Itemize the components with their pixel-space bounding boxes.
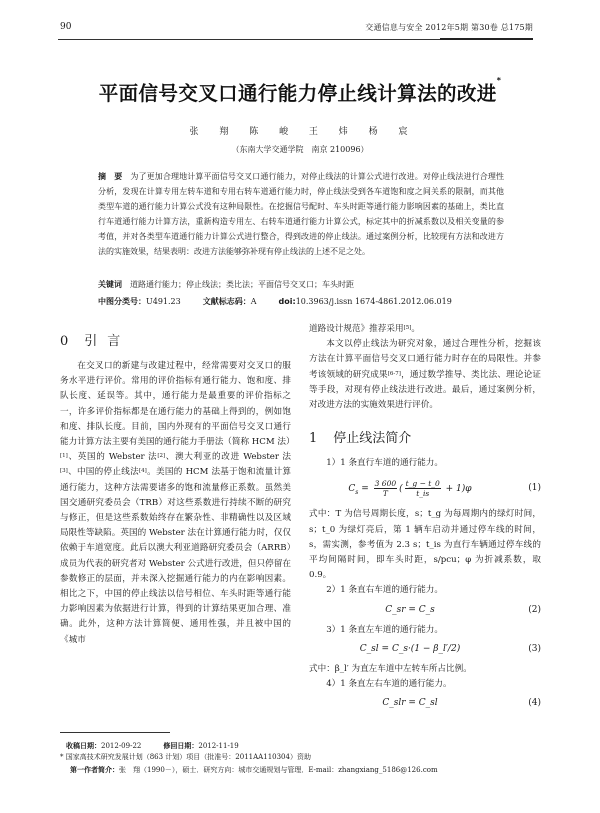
denominator: T: [382, 488, 388, 498]
equation-number: (2): [528, 604, 541, 615]
abstract-text: 为了更加合理地计算平面信号交叉口通行能力，对停止线法的计算公式进行改进。对停止线法进行合理性分析，发现在计算专用左转车道和专用右转车道通行能力时，停止线法受到各车道饱和度之间关系的限制，而其他类型车道的通行能力计算公式没有这种局限性。在挖掘信号配时、车头时距等通行能力影响因素的基础上，类比直行车道通行能力计算方法，重新构造专用左、右转车道通行能力计算公式，标定其中的折减系数以及相关变量的参考值，并对各类型车道通行能力计算公式进行整合，得到改进的停止线法。通过案例分析，比较现有方法和改进方法的实施效果，结果表明：改进方法能够弥补现有停止线法的上述不足之处。: [98, 172, 504, 257]
list-item: 4）1 条直左右车道的通行能力。: [326, 679, 452, 690]
footnote-funding: * 国家高技术研究发展计划（863 计划）项目（批准号：2011AA110304）资助: [60, 753, 311, 761]
section-number: 1: [309, 431, 318, 447]
denominator: t_is: [416, 488, 430, 498]
list-item: 2）1 条直右车道的通行能力。: [326, 585, 443, 596]
equation-number: (3): [528, 643, 541, 654]
fraction: [374, 479, 397, 498]
text-run: ，通过数学推导、类比法、理论论证等手段，对现有停止线法进行改进。最后，通过案例分析，对改进方法的实施效果进行评价。: [309, 369, 541, 411]
section-title: 停止线法简介: [333, 431, 412, 447]
equation-3-explanation: 式中：β_l′ 为直左车道中左转车所占比例。: [309, 663, 472, 674]
text-run: 。: [411, 324, 420, 334]
equation-2: [309, 601, 541, 619]
doc-code-label: 文献标志码：: [202, 297, 251, 306]
equation-4: [309, 694, 541, 712]
footnote-dates: [66, 741, 239, 751]
numerator: t_g − t_0: [405, 478, 440, 488]
footnote-rule: [60, 732, 170, 733]
right-column: [309, 322, 541, 716]
citation[interactable]: [3]: [60, 468, 68, 475]
section-number: 0: [60, 334, 69, 349]
equation-body: $C_s$ = $\frac{3 600}{T}$ ( $\frac{t\_g - t\_0}{t\_is}$ + 1)φ: [348, 478, 472, 498]
equation-number: (1): [528, 483, 541, 494]
equation-1-explanation: 式中：T 为信号周期长度，s；t_g 为每周期内的绿灯时间，s；t_0 为绿灯亮后，第 1 辆车启动并通过停车线的时间，s，需实测，参考值为 2.3 s；t_is 为直行车辆通过停车线的平均间隔时间，即车头时距，s/pcu；φ 为折减系数，取 0.9。: [309, 509, 541, 581]
text-run: 、中国的停止线法: [67, 467, 140, 478]
doi-label: doi:: [278, 297, 296, 306]
citation[interactable]: [4]: [139, 468, 147, 475]
intro-paragraph-continued: [309, 322, 541, 337]
page-number: 90: [60, 22, 72, 32]
citation[interactable]: [2]: [157, 453, 166, 460]
fraction: [405, 479, 441, 498]
equation-number: (4): [528, 698, 541, 709]
eq-lhs: C: [348, 483, 356, 494]
clc-label: 中图分类号：: [98, 297, 146, 306]
abstract-label: 摘 要: [98, 172, 123, 181]
text-run: 、英国的 Webster 法: [67, 452, 158, 463]
eq-lhs-sub: s: [355, 488, 359, 496]
keywords: [98, 279, 504, 290]
section-0-heading: [60, 330, 291, 349]
doi-value[interactable]: 10.3963/j.issn 1674-4861.2012.06.019: [295, 297, 452, 306]
title-footnote-mark: *: [496, 76, 502, 85]
author-list: 张 翔 陈 峻 王 炜 杨 宸: [189, 127, 411, 137]
header-rule-accent: [440, 38, 533, 40]
left-column: [60, 330, 295, 648]
keywords-text: 道路通行能力；停止线法；类比法；平面信号交叉口；车头时距: [130, 280, 354, 289]
text-run: 。美国的 HCM 法基于饱和流量计算通行能力，这种方法需要诸多的饱和流量修正系数。虽然美国交通研究委员会（TRB）对这些系数进行持续不断的研究与修正，但是这些系数始终存在繁杂性、非精确性以及区域局限性等缺陷。英国的 Webster 法在计算通行能力时，仅仅依赖于车道宽度。此后以澳大利亚道路研究委员会（ARRB）成员为代表的研究者对 Webster 公式进行改进，但只停留在参数修正的层面，并未深入挖掘通行能力的内在影响因素。相比之下，中国的停止线法以信号相位、车头时距等通行能力影响因素为依据进行计算，得到的计算结果更加合理、准确。此外，这种方法计算简便、通用性强，并且被中国的《城市: [60, 467, 291, 645]
keywords-label: 关键词: [98, 280, 122, 289]
equation-3: [309, 640, 541, 658]
citation[interactable]: [1]: [60, 453, 68, 460]
equation-body: C_sl = C_s·(1 − β_l′/2): [359, 643, 461, 654]
text-run: 在交叉口的新建与改建过程中，经常需要对交叉口的服务水平进行评价。常用的评价指标有通行能力、饱和度、排队长度、延误等。其中，通行能力是最重要的评价指标之一，许多评价指标都是在通行能力的基础上得到的，例如饱和度、排队长度。目前，国内外现有的平面信号交叉口通行能力计算方法主要有美国的通行能力手册法（简称 HCM 法）: [60, 361, 295, 448]
section-title: 引言: [84, 334, 131, 349]
revised-date: 2012-11-19: [198, 742, 239, 750]
text-run: 本文以停止线法为研究对象，通过合理性分析，挖掘该方法在计算平面信号交叉口通行能力时存在的局限性。并参考该领域的研究成果: [309, 339, 541, 380]
footnote-author: [70, 765, 438, 775]
section-1-heading: [309, 427, 541, 446]
author-bio: 张 翔（1990－），硕士．研究方向：城市交通规划与管理．E-mail：zhangxiang_5186@126.com: [119, 766, 438, 774]
intro-paragraph: [60, 359, 295, 648]
list-item: 1）1 条直行车道的通行能力。: [326, 458, 443, 469]
eq-sign: =: [358, 483, 372, 494]
received-label: 收稿日期：: [66, 742, 101, 750]
doc-code-value: A: [250, 297, 257, 306]
received-date: 2012-09-22: [101, 742, 142, 750]
journal-info: 交通信息与安全 2012年5期 第30卷 总175期: [365, 23, 533, 32]
affiliation: （东南大学交通学院 南京 210096）: [231, 145, 369, 154]
text-run: 、澳大利亚的改进 Webster 法: [165, 452, 291, 463]
intro-paragraph-2: [309, 337, 541, 413]
author-label: 第一作者简介：: [70, 766, 119, 774]
citation[interactable]: [5]: [403, 325, 412, 331]
classification-line: [98, 296, 504, 307]
title-text: 平面信号交叉口通行能力停止线计算法的改进: [98, 82, 497, 105]
equation-body: C_slr = C_sl: [382, 698, 438, 709]
list-item: 3）1 条直左车道的通行能力。: [326, 624, 443, 635]
equation-1: [309, 473, 541, 503]
equation-body: C_sr = C_s: [385, 604, 435, 615]
numerator: 3 600: [374, 478, 397, 488]
revised-label: 修回日期：: [163, 742, 199, 750]
clc-value: U491.23: [146, 297, 181, 306]
citation[interactable]: [6-7]: [387, 370, 401, 377]
text-run: 道路设计规范》推荐采用: [309, 324, 404, 334]
eq-tail: + 1)φ: [442, 483, 472, 494]
paper-title: [0, 78, 600, 106]
abstract: [98, 169, 504, 260]
